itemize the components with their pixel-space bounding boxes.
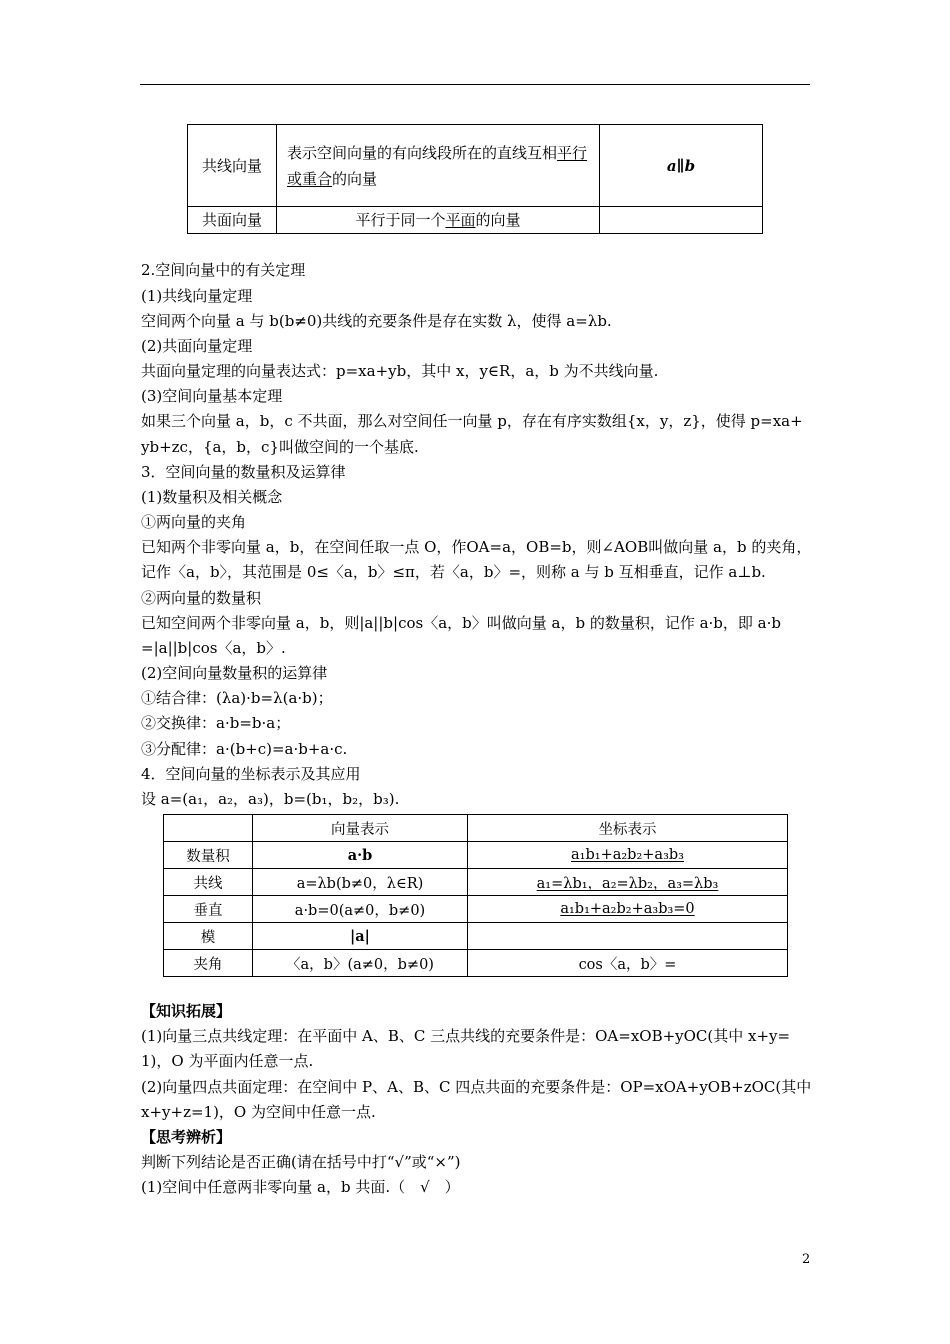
table-header-cell bbox=[164, 815, 253, 842]
table-cell: a₁=λb₁，a₂=λb₂，a₃=λb₃ bbox=[468, 869, 788, 896]
text-line: 已知空间两个非零向量 a，b，则|a||b|cos〈a，b〉叫做向量 a，b 的数量积，记作 a·b，即 a·b bbox=[141, 614, 781, 632]
table-row bbox=[164, 869, 788, 896]
table-cell: 垂直 bbox=[164, 896, 253, 923]
table-cell: cos〈a，b〉= bbox=[468, 950, 788, 977]
text-line: ③分配律：a·(b+c)=a·b+a·c. bbox=[141, 740, 348, 758]
text-line: (2)向量四点共面定理：在空间中 P、A、B、C 四点共面的充要条件是：OP=xOA+yOB+zOC(其中 bbox=[141, 1078, 812, 1096]
text: 表示空间向量的有向线段所在的直线互相 bbox=[287, 143, 558, 162]
coordinate-table bbox=[163, 814, 788, 977]
table-row bbox=[164, 896, 788, 923]
text-line: 4．空间向量的坐标表示及其应用 bbox=[141, 765, 361, 783]
text-line: (1)共线向量定理 bbox=[141, 287, 253, 305]
text-line: ②两向量的数量积 bbox=[141, 589, 262, 607]
table-cell: 模 bbox=[164, 923, 253, 950]
table-row bbox=[188, 125, 763, 207]
table-row bbox=[188, 207, 763, 234]
table-cell: a·b bbox=[253, 842, 468, 869]
table-cell bbox=[277, 125, 600, 207]
text-line: yb+zc，{a，b，c}叫做空间的一个基底. bbox=[141, 438, 419, 456]
text-line: 设 a=(a₁，a₂，a₃)，b=(b₁，b₂，b₃). bbox=[141, 790, 400, 808]
text-line: 空间两个向量 a 与 b(b≠0)共线的充要条件是存在实数 λ，使得 a=λb. bbox=[141, 312, 612, 330]
text: 平行于同一个 bbox=[355, 211, 446, 229]
table-cell: a₁b₁+a₂b₂+a₃b₃ bbox=[468, 842, 788, 869]
text-line: ①结合律：(λa)·b=λ(a·b)； bbox=[141, 689, 333, 707]
table-cell: 共线 bbox=[164, 869, 253, 896]
text-line: x+y+z=1)，O 为空间中任意一点. bbox=[141, 1103, 376, 1121]
header-rule bbox=[140, 84, 810, 85]
page-number: 2 bbox=[802, 1252, 811, 1267]
underlined-answer: 平行或重合 bbox=[287, 143, 588, 188]
table-cell bbox=[600, 207, 763, 234]
vector-definition-table bbox=[187, 124, 763, 234]
text-line: 记作〈a，b〉，其范围是 0≤〈a，b〉≤π，若〈a，b〉=，则称 a 与 b 互相垂直，记作 a⊥b. bbox=[141, 563, 766, 581]
text: 的向量 bbox=[332, 169, 378, 188]
text-line: (1)数量积及相关概念 bbox=[141, 488, 283, 506]
table-cell: |a| bbox=[253, 923, 468, 950]
table-cell: a∥b bbox=[600, 125, 763, 207]
section-heading: 【思考辨析】 bbox=[141, 1128, 232, 1146]
underlined-answer: 平面 bbox=[445, 211, 476, 229]
table-cell: a₁b₁+a₂b₂+a₃b₃=0 bbox=[468, 896, 788, 923]
text-line: 判断下列结论是否正确(请在括号中打“√”或“×”) bbox=[141, 1153, 461, 1171]
table-cell: 〈a，b〉(a≠0，b≠0) bbox=[253, 950, 468, 977]
table-row bbox=[164, 950, 788, 977]
text-line: 已知两个非零向量 a，b，在空间任取一点 O，作OA=a，OB=b，则∠AOB叫做向量 a，b 的夹角， bbox=[141, 538, 812, 556]
text-line: (2)共面向量定理 bbox=[141, 337, 253, 355]
text-line: 1)，O 为平面内任意一点. bbox=[141, 1052, 314, 1070]
section-heading: 【知识拓展】 bbox=[141, 1002, 232, 1020]
text-line: 2.空间向量中的有关定理 bbox=[141, 261, 306, 279]
table-cell: 共线向量 bbox=[188, 125, 277, 207]
table-header-cell: 坐标表示 bbox=[468, 815, 788, 842]
text-line: ①两向量的夹角 bbox=[141, 513, 247, 531]
text-line: 共面向量定理的向量表达式：p=xa+yb，其中 x，y∈R，a，b 为不共线向量. bbox=[141, 362, 659, 380]
table-row bbox=[164, 842, 788, 869]
text-line: 如果三个向量 a，b，c 不共面，那么对空间任一向量 p，存在有序实数组{x，y，z}，使得 p=xa+ bbox=[141, 412, 803, 430]
table-cell bbox=[277, 207, 600, 234]
table-cell: 共面向量 bbox=[188, 207, 277, 234]
table-cell: 数量积 bbox=[164, 842, 253, 869]
table-cell: a·b=0(a≠0，b≠0) bbox=[253, 896, 468, 923]
table-cell: a=λb(b≠0，λ∈R) bbox=[253, 869, 468, 896]
text-line: =|a||b|cos〈a，b〉. bbox=[141, 639, 286, 657]
table-header-row bbox=[164, 815, 788, 842]
table-row bbox=[164, 923, 788, 950]
table-cell bbox=[468, 923, 788, 950]
table-header-cell: 向量表示 bbox=[253, 815, 468, 842]
text-line: (1)向量三点共线定理：在平面中 A、B、C 三点共线的充要条件是：OA=xOB+yOC(其中 x+y= bbox=[141, 1027, 791, 1045]
table-cell: 夹角 bbox=[164, 950, 253, 977]
text-line: ②交换律：a·b=b·a； bbox=[141, 714, 291, 732]
text-line: 3．空间向量的数量积及运算律 bbox=[141, 463, 346, 481]
text-line: (3)空间向量基本定理 bbox=[141, 387, 283, 405]
text: 的向量 bbox=[475, 211, 521, 229]
text-line: (2)空间向量数量积的运算律 bbox=[141, 664, 328, 682]
text-line: (1)空间中任意两非零向量 a，b 共面.（ √ ） bbox=[141, 1178, 460, 1196]
